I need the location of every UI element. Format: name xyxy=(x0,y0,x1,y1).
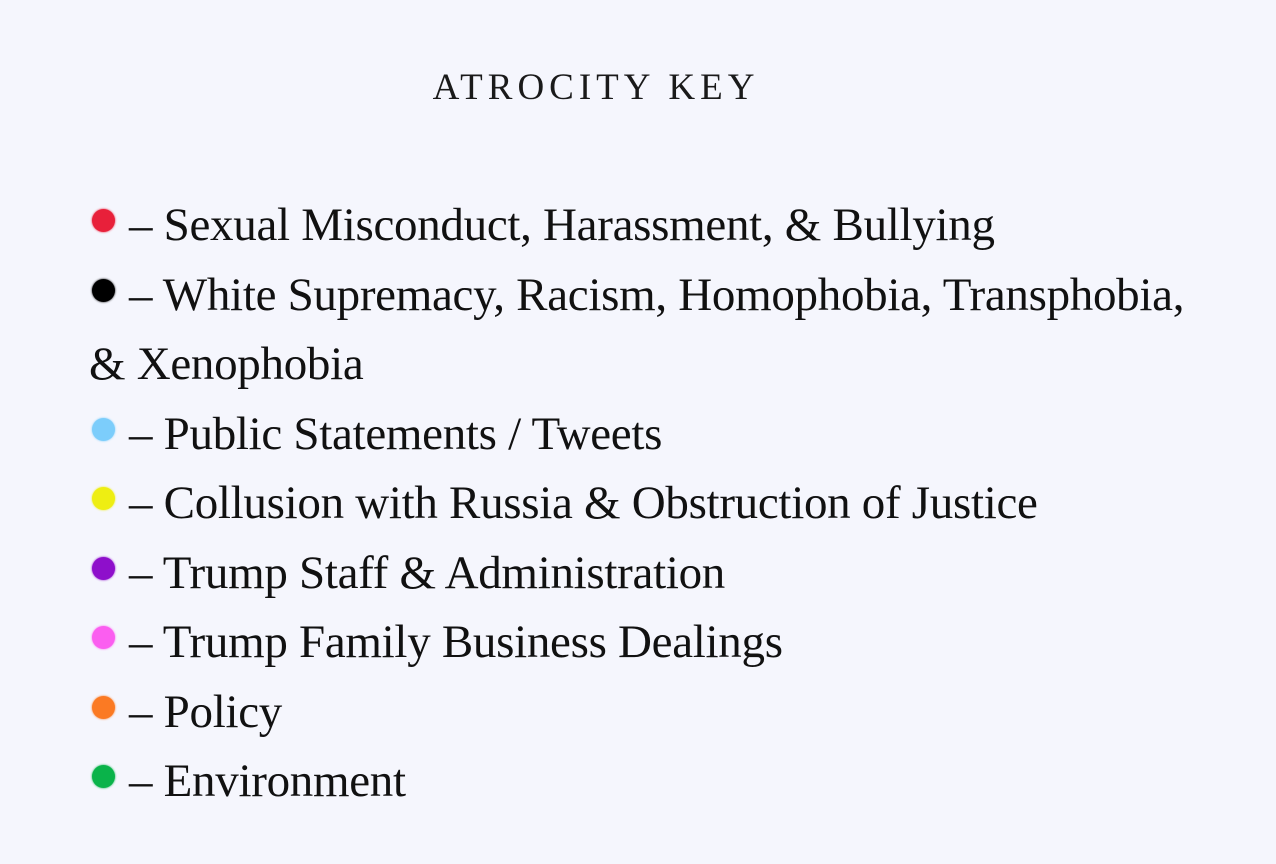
key-item-label: – White Supremacy, Racism, Homophobia, Transphobia, & Xenophobia xyxy=(89,268,1185,390)
key-item-label: – Sexual Misconduct, Harassment, & Bullying xyxy=(129,199,995,251)
key-item-label: – Environment xyxy=(129,755,406,807)
page-title: ATROCITY KEY xyxy=(432,67,760,108)
key-item-public-statements xyxy=(89,400,1229,470)
atrocity-key-list xyxy=(89,191,1229,817)
key-item-label: – Public Statements / Tweets xyxy=(129,407,663,460)
orange-dot-icon xyxy=(92,696,115,719)
key-item-label: – Collusion with Russia & Obstruction of Justice xyxy=(129,477,1038,529)
key-item-policy xyxy=(89,678,1229,748)
key-item-collusion-russia xyxy=(89,469,1229,539)
black-dot-icon xyxy=(92,279,115,302)
key-item-label: – Trump Staff & Administration xyxy=(129,546,725,599)
key-item-sexual-misconduct xyxy=(89,191,1229,261)
purple-dot-icon xyxy=(92,557,115,580)
pink-dot-icon xyxy=(92,626,115,649)
red-dot-icon xyxy=(92,209,115,232)
green-dot-icon xyxy=(92,765,115,788)
yellow-dot-icon xyxy=(92,487,115,510)
key-item-family-business xyxy=(89,608,1229,678)
light-blue-dot-icon xyxy=(92,418,115,441)
key-item-label: – Trump Family Business Dealings xyxy=(129,616,783,668)
key-item-environment xyxy=(89,747,1229,817)
key-item-white-supremacy xyxy=(89,261,1229,400)
key-item-staff-administration xyxy=(89,539,1229,609)
key-item-label: – Policy xyxy=(129,685,282,738)
